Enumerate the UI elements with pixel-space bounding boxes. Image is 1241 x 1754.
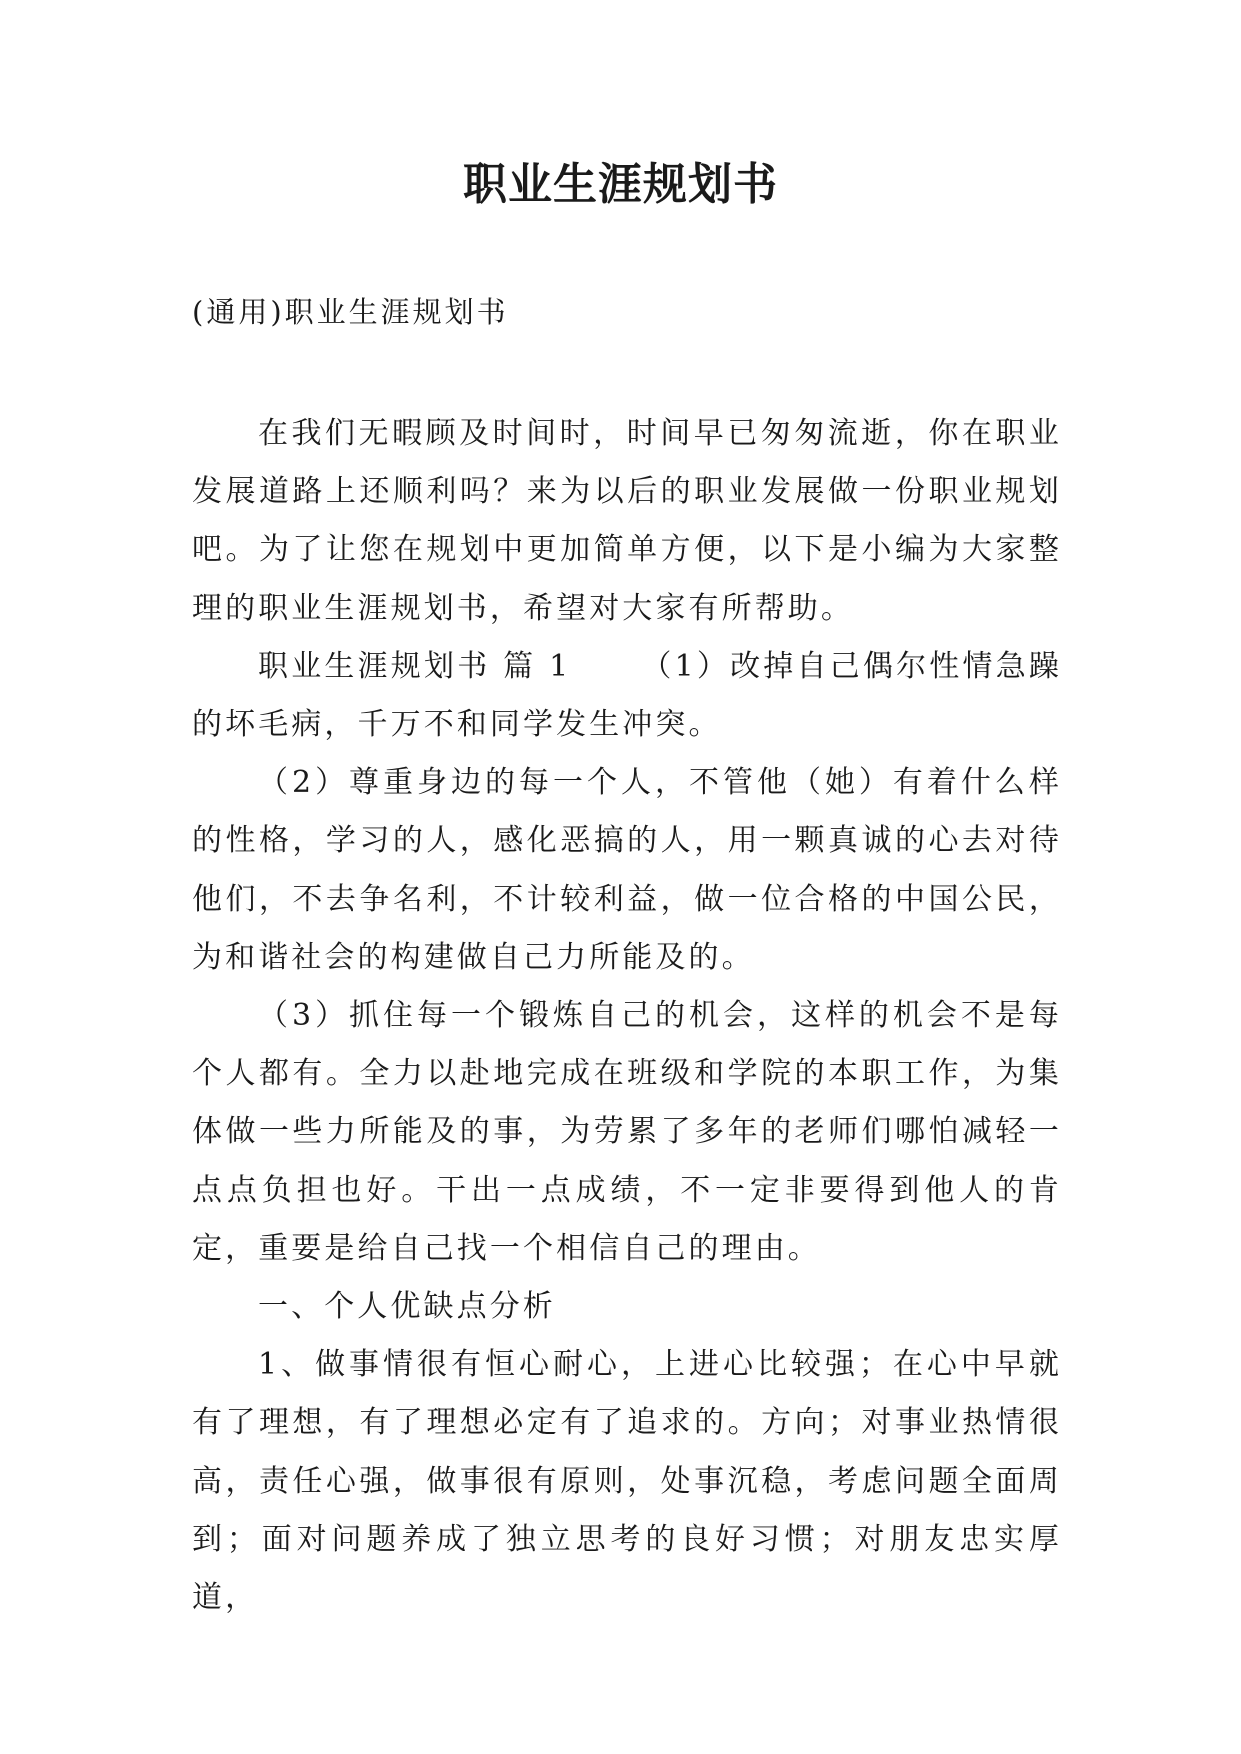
chapter-text: （1）改掉自己偶尔性情急躁的坏毛病，千万不和同学发生冲突。: [192, 648, 1062, 743]
chapter-paragraph: [192, 638, 1062, 754]
document-title: 职业生涯规划书: [463, 159, 778, 210]
chapter-heading: 职业生涯规划书 篇 1: [258, 648, 572, 684]
intro-paragraph: 在我们无暇顾及时间时，时间早已匆匆流逝，你在职业发展道路上还顺利吗？来为以后的职业发展做一份职业规划吧。为了让您在规划中更加简单方便，以下是小编为大家整理的职业生涯规划书，希望对大家有所帮助。: [192, 416, 1062, 626]
body-paragraph: （2）尊重身边的每一个人，不管他（她）有着什么样的性格，学习的人，感化恶搞的人，用一颗真诚的心去对待他们，不去争名利，不计较利益，做一位合格的中国公民，为和谐社会的构建做自己力所能及的。: [192, 765, 1062, 975]
body-paragraph: （3）抓住每一个锻炼自己的机会，这样的机会不是每个人都有。全力以赴地完成在班级和学院的本职工作，为集体做一些力所能及的事，为劳累了多年的老师们哪怕减轻一点点负担也好。干出一点成绩，不一定非要得到他人的肯定，重要是给自己找一个相信自己的理由。: [192, 998, 1062, 1266]
body-paragraph: 1、做事情很有恒心耐心，上进心比较强；在心中早就有了理想，有了理想必定有了追求的。方向；对事业热情很高，责任心强，做事很有原则，处事沉稳，考虑问题全面周到；面对问题养成了独立思考的良好习惯；对朋友忠实厚道，: [192, 1347, 1062, 1616]
document-subtitle: (通用)职业生涯规划书: [192, 295, 509, 329]
document-body: [192, 405, 1062, 1627]
section-heading: 一、个人优缺点分析: [258, 1289, 556, 1325]
